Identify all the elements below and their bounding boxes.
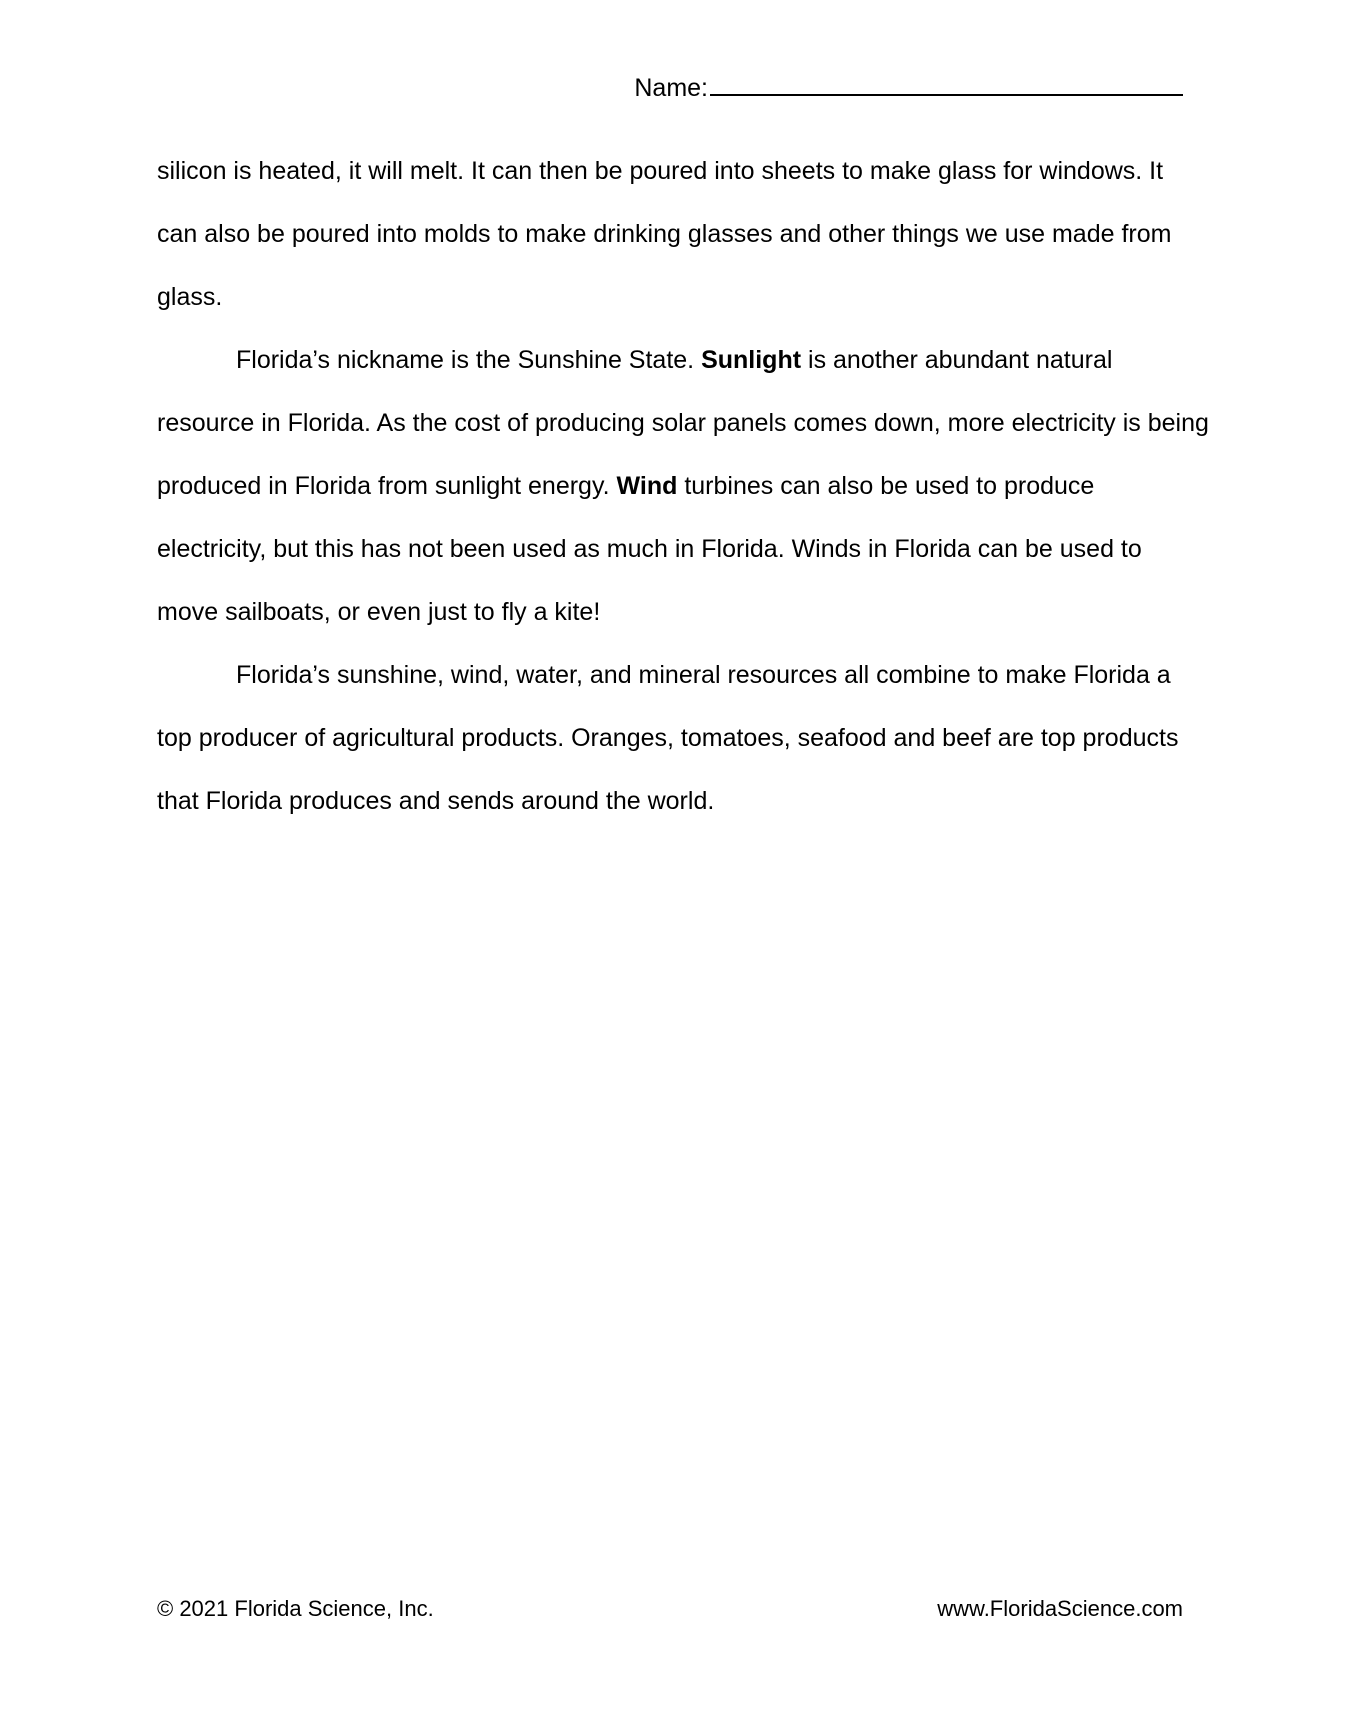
name-label: Name:: [634, 74, 708, 102]
footer-website: www.FloridaScience.com: [937, 1596, 1183, 1621]
paragraph-sunlight-text-a: Florida’s nickname is the Sunshine State.: [236, 346, 702, 374]
paragraph-sunlight-text-c: turbines can also be used to produce electricity, but this has not been used as much in Florida. Winds in Florida can be used to move sailboats, or even just to fly a kite!: [157, 472, 1142, 626]
term-wind: Wind: [616, 472, 678, 500]
name-blank-line[interactable]: [710, 70, 1183, 96]
paragraph-silicon: silicon is heated, it will melt. It can then be poured into sheets to make glass for windows. It can also be poured into molds to make drinking glasses and other things we use made from glass.: [157, 157, 1172, 311]
paragraph-sunlight-wind: [157, 329, 1209, 644]
footer-copyright: © 2021 Florida Science, Inc.: [157, 1596, 434, 1621]
name-field: [634, 70, 1183, 103]
paragraph-sunlight-text-b: is another abundant natural resource in Florida. As the cost of producing solar panels comes down, more electricity is being produced in Florida from sunlight energy.: [157, 346, 1209, 500]
term-sunlight: Sunlight: [701, 346, 802, 374]
reading-passage: [157, 140, 1209, 833]
paragraph-agriculture: Florida’s sunshine, wind, water, and mineral resources all combine to make Florida a top producer of agricultural products. Oranges, tomatoes, seafood and beef are top products that Florida produces and sends around the world.: [157, 661, 1179, 815]
